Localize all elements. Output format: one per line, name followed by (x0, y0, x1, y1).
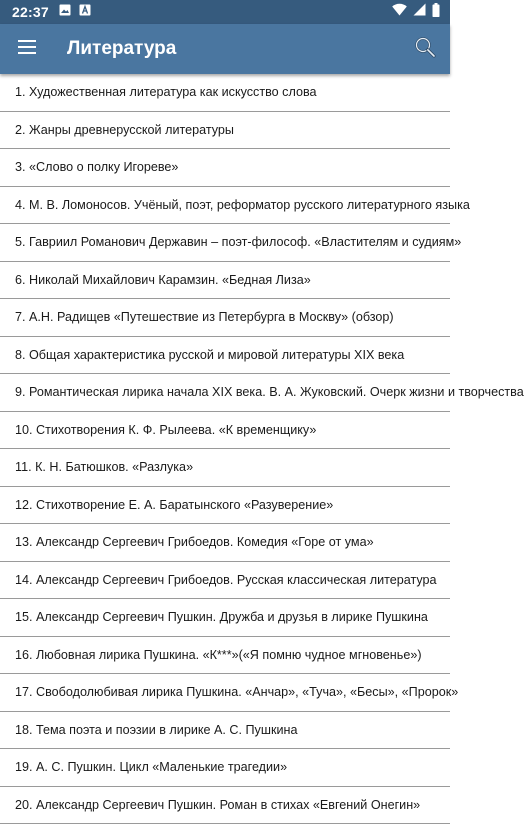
list-item-label: 2. Жанры древнерусской литературы (15, 123, 440, 137)
list-item-label: 9. Романтическая лирика начала XIX века. В. А. Жуковский. Очерк жизни и творчества (15, 385, 440, 399)
list-item-label: 3. «Слово о полку Игореве» (15, 160, 440, 174)
list-item[interactable] (0, 674, 450, 712)
signal-icon (413, 3, 426, 21)
wifi-icon (392, 3, 407, 21)
app-bar (0, 24, 450, 74)
list-item-label: 6. Николай Михайлович Карамзин. «Бедная Лиза» (15, 273, 440, 287)
list-item-label: 1. Художественная литература как искусство слова (15, 85, 440, 99)
hamburger-menu-icon (18, 40, 36, 59)
search-button[interactable] (400, 24, 450, 74)
list-item[interactable] (0, 374, 450, 412)
list-item-label: 16. Любовная лирика Пушкина. «К***»(«Я помню чудное мгновенье») (15, 648, 440, 662)
list-item-label: 20. Александр Сергеевич Пушкин. Роман в стихах «Евгений Онегин» (15, 798, 440, 812)
list-item[interactable] (0, 449, 450, 487)
list-item[interactable] (0, 637, 450, 675)
list-item[interactable] (0, 262, 450, 300)
list-item[interactable] (0, 487, 450, 525)
status-bar (0, 0, 450, 24)
page-title: Литература (67, 38, 176, 60)
list-item-label: 14. Александр Сергеевич Грибоедов. Русская классическая литература (15, 573, 440, 587)
list-item-label: 18. Тема поэта и поэзии в лирике А. С. Пушкина (15, 723, 440, 737)
list-item[interactable] (0, 112, 450, 150)
image-icon (59, 3, 71, 21)
font-icon (79, 3, 91, 21)
status-time: 22:37 (12, 4, 49, 20)
topic-list[interactable] (0, 74, 450, 800)
list-item[interactable] (0, 749, 450, 787)
list-item-label: 19. А. С. Пушкин. Цикл «Маленькие трагедии» (15, 760, 440, 774)
list-item[interactable] (0, 74, 450, 112)
list-item-label: 10. Стихотворения К. Ф. Рылеева. «К временщику» (15, 423, 440, 437)
list-item[interactable] (0, 149, 450, 187)
list-item-label: 8. Общая характеристика русской и мировой литературы XIX века (15, 348, 440, 362)
list-item[interactable] (0, 562, 450, 600)
list-item[interactable] (0, 524, 450, 562)
list-item-label: 13. Александр Сергеевич Грибоедов. Комедия «Горе от ума» (15, 535, 440, 549)
list-item[interactable] (0, 412, 450, 450)
list-item-label: 15. Александр Сергеевич Пушкин. Дружба и друзья в лирике Пушкина (15, 610, 440, 624)
list-item-label: 12. Стихотворение Е. А. Баратынского «Разуверение» (15, 498, 440, 512)
list-item-label: 5. Гавриил Романович Державин – поэт-философ. «Властителям и судиям» (15, 235, 440, 249)
list-item-label: 17. Свободолюбивая лирика Пушкина. «Анчар», «Туча», «Бесы», «Пророк» (15, 685, 440, 699)
menu-button[interactable] (0, 24, 54, 74)
list-item-label: 7. А.Н. Радищев «Путешествие из Петербурга в Москву» (обзор) (15, 310, 440, 324)
search-icon (414, 36, 436, 63)
list-item[interactable] (0, 599, 450, 637)
list-item[interactable] (0, 337, 450, 375)
battery-icon (432, 3, 440, 22)
list-item[interactable] (0, 787, 450, 824)
list-item[interactable] (0, 712, 450, 750)
list-item[interactable] (0, 187, 450, 225)
list-item-label: 11. К. Н. Батюшков. «Разлука» (15, 460, 440, 474)
list-item[interactable] (0, 224, 450, 262)
list-item-label: 4. М. В. Ломоносов. Учёный, поэт, реформатор русского литературного языка (15, 198, 440, 212)
list-item[interactable] (0, 299, 450, 337)
